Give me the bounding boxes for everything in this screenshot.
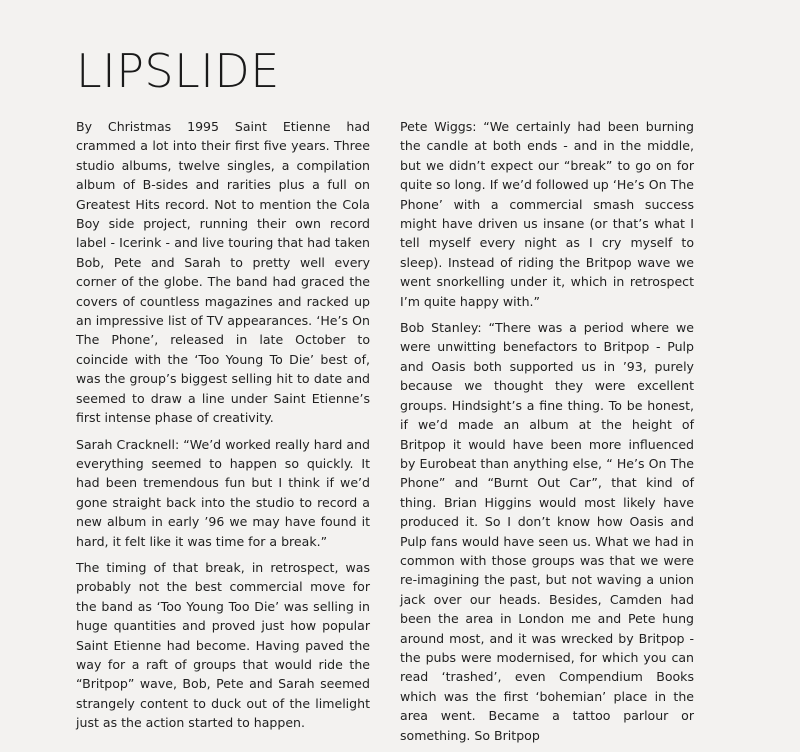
paragraph-timing-of-break: The timing of that break, in retrospect, was probably not the best commercial move for the band as ‘Too Young Too Die’ was selling in huge quantities and proved just how popular Saint Etienne had become. Having paved the way for a raft of groups that would ride the “Britpop” wave, Bob, Pete and Sarah seemed strangely content to duck out of the limelight just as the action started to happen. (76, 559, 370, 731)
paragraph-intro: By Christmas 1995 Saint Etienne had crammed a lot into their first five years. Three studio albums, twelve singles, a compilation album of B-sides and rarities plus a full on Greatest Hits record. Not to mention the Cola Boy side project, running their own record label - Icerink - and live touring that had taken Bob, Pete and Sarah to pretty well every corner of the globe. The band had graced the covers of countless magazines and racked up an impressive list of TV appearances. ‘He’s On The Phone’, released in late October to coincide with the ‘Too Young To Die’ best of, was the group’s biggest selling hit to date and seemed to draw a line under Saint Etienne’s first intense phase of creativity. (76, 119, 370, 426)
paragraph-sarah-cracknell-quote: Sarah Cracknell: “We’d worked really hard and everything seemed to happen so quickly. It had been tremendous fun but I think if we’d gone straight back into the studio to record a new album in early ’96 we may have found it hard, it felt like it was time for a break.” (76, 436, 370, 549)
page-title: LIPSLIDE (76, 44, 280, 98)
left-text-column (76, 117, 370, 740)
right-text-column (400, 117, 694, 752)
paragraph-pete-wiggs-quote: Pete Wiggs: “We certainly had been burning the candle at both ends - and in the middle, but we didn’t expect our “break” to go on for quite so long. If we’d followed up ‘He’s On The Phone’ with a commercial smash success might have driven us insane (or that’s what I tell myself every night as I cry myself to sleep). Instead of riding the Britpop wave we went snorkelling under it, which in retrospect I’m quite happy with.” (400, 119, 694, 309)
paragraph-bob-stanley-quote: Bob Stanley: “There was a period where we were unwitting benefactors to Britpop - Pulp and Oasis both supported us in ’93, purely because we thought they were excellent groups. Hindsight’s a fine thing. To be honest, if we’d made an album at the height of Britpop it would have been more influenced by Eurobeat than anything else, “ He’s On The Phone” and “Burnt Out Car”, that kind of thing. Brian Higgins would most likely have produced it. So I don’t know how Oasis and Pulp fans would have seen us. What we had in common with those groups was that we were re-imagining the past, but not waving a union jack over our heads. Besides, Camden had been the area in London me and Pete hung around most, and it was wrecked by Britpop - the pubs were modernised, for which you can read ‘trashed’, even Compendium Books which was the first ‘bohemian’ place in the area went. Became a tattoo parlour or something. So Britpop (400, 320, 694, 743)
